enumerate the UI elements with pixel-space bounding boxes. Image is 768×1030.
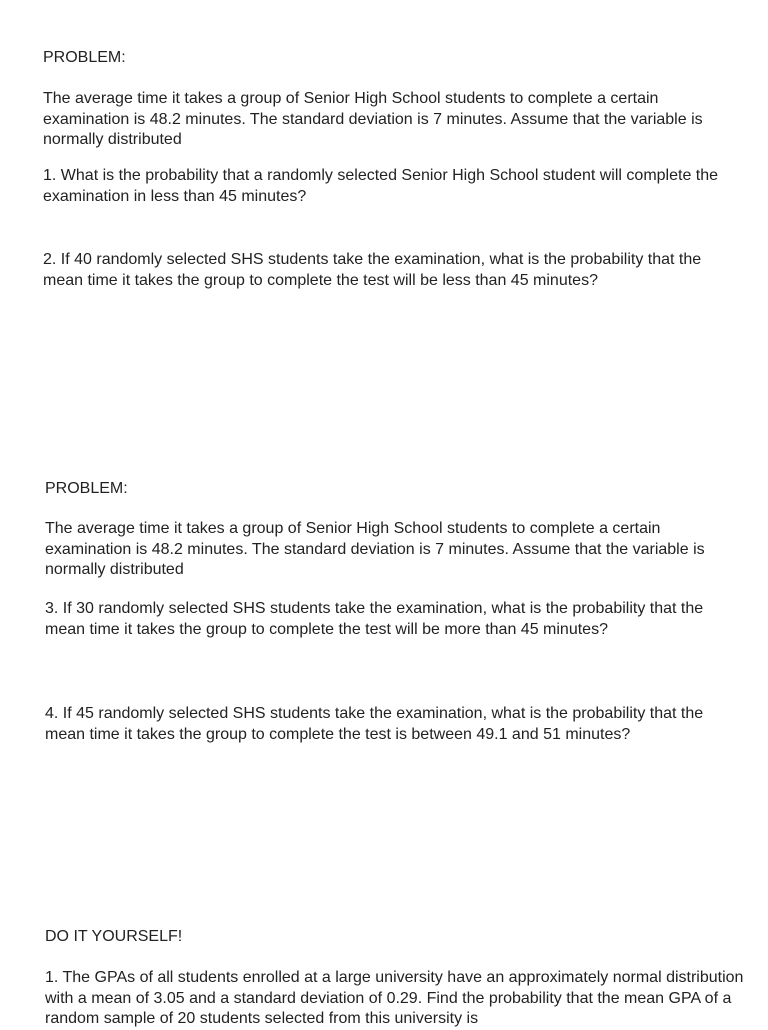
question-2: 2. If 40 randomly selected SHS students take the examination, what is the probability that the mean time it takes the group to complete the test will be less than 45 minutes? (43, 251, 702, 289)
problem-intro-2: The average time it takes a group of Senior High School students to complete a certain examination is 48.2 minutes. The standard deviation is 7 minutes. Assume that the variable is normally distributed (45, 520, 705, 578)
problem-heading-2: PROBLEM: (45, 480, 128, 497)
problem-heading-1: PROBLEM: (43, 49, 126, 66)
question-4: 4. If 45 randomly selected SHS students take the examination, what is the probability that the mean time it takes the group to complete the test is between 49.1 and 51 minutes? (45, 705, 704, 743)
exercise-1: 1. The GPAs of all students enrolled at a large university have an approximately normal distribution with a mean of 3.05 and a standard deviation of 0.29. Find the probability that the mean GPA of a random sample of 20 students selected from this university is (45, 969, 744, 1027)
question-1: 1. What is the probability that a randomly selected Senior High School student will complete the examination in less than 45 minutes? (43, 167, 719, 205)
problem-intro-1: The average time it takes a group of Senior High School students to complete a certain examination is 48.2 minutes. The standard deviation is 7 minutes. Assume that the variable is normally distributed (43, 90, 703, 148)
question-3: 3. If 30 randomly selected SHS students take the examination, what is the probability that the mean time it takes the group to complete the test will be more than 45 minutes? (45, 600, 704, 638)
do-it-yourself-heading: DO IT YOURSELF! (45, 928, 183, 945)
